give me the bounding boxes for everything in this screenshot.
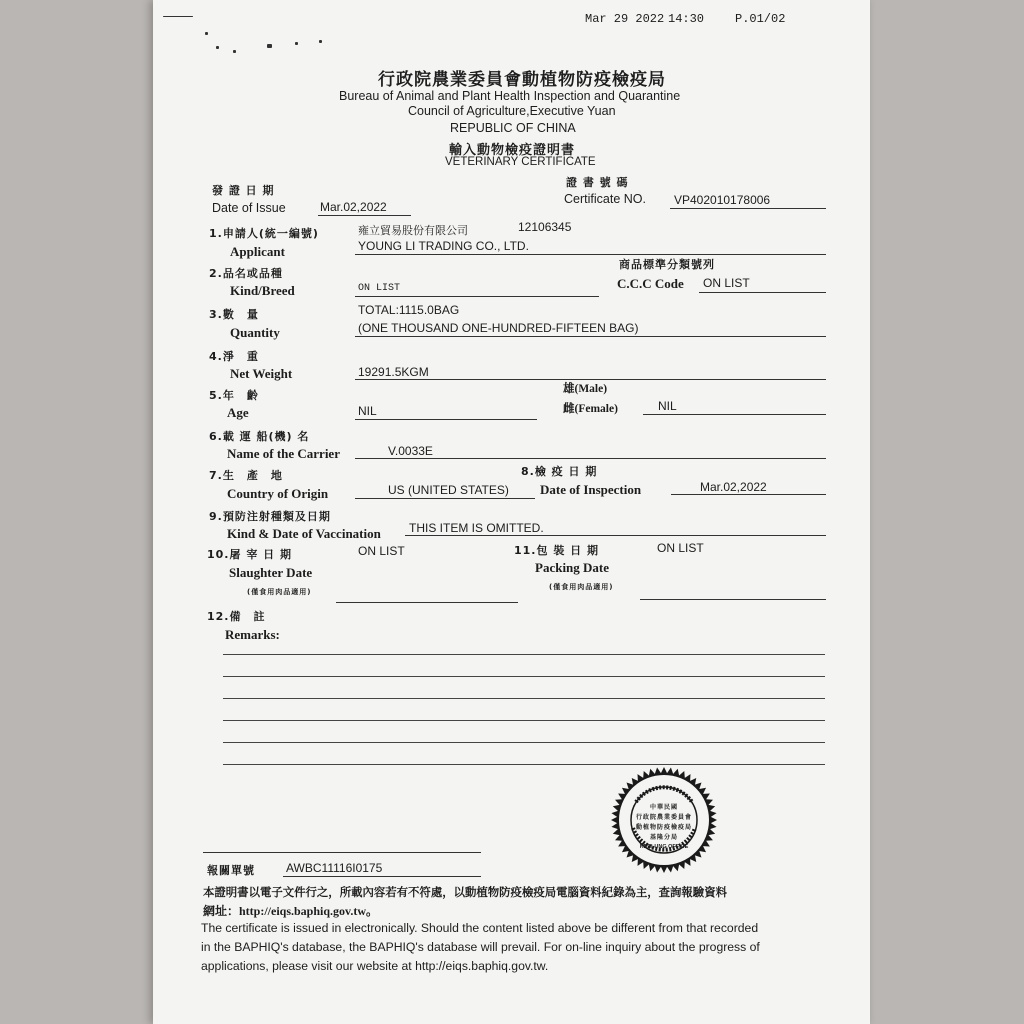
footer-en-line2: in the BAPHIQ's database, the BAPHIQ's database will prevail. For on-line inquiry about the progress of (201, 940, 760, 954)
slaughter-label: Slaughter Date (229, 565, 313, 580)
fax-speck (205, 32, 208, 35)
footer-en-line1: The certificate is issued in electronically. Should the content listed above be different from that recorded (201, 921, 759, 935)
inspection-label: Date of Inspection (540, 482, 642, 497)
vaccination-value: THIS ITEM IS OMITTED. (409, 521, 544, 535)
sex-value: NIL (658, 399, 677, 413)
inspection-value: Mar.02,2022 (700, 480, 767, 494)
applicant-underline (355, 254, 826, 255)
footer-en-line3: applications, please visit our website at http://eiqs.baphiq.gov.tw. (201, 959, 549, 973)
inspection-label-zh: 8.檢 疫 日 期 (521, 465, 598, 478)
remarks-label: Remarks: (225, 627, 280, 642)
age-label: Age (227, 405, 249, 420)
cert-no-underline (670, 208, 826, 209)
issue-date-underline (318, 215, 411, 216)
remarks-line (223, 720, 825, 721)
quantity-value: TOTAL:1115.0BAG (358, 303, 460, 317)
age-label-zh: 5.年 齡 (209, 389, 259, 402)
carrier-label-zh: 6.載 運 船(機) 名 (209, 430, 310, 443)
age-value: NIL (358, 404, 377, 418)
applicant-label: Applicant (230, 244, 285, 259)
applicant-id: 12106345 (518, 220, 572, 234)
female-label: 雌(Female) (563, 403, 618, 415)
issue-date-label-zh: 發 證 日 期 (212, 184, 275, 197)
applicant-name-en: YOUNG LI TRADING CO., LTD. (358, 239, 529, 253)
origin-label-zh: 7.生 產 地 (209, 469, 283, 482)
seal-line: 基隆分局 (649, 834, 678, 841)
packing-value: ON LIST (657, 541, 704, 555)
origin-value: US (UNITED STATES) (388, 483, 509, 497)
seal-line: 中華民國 (649, 804, 678, 811)
quantity-underline (355, 336, 826, 337)
fax-speck (267, 44, 272, 48)
issue-date-value: Mar.02,2022 (320, 200, 387, 214)
cert-no-label: Certificate NO. (564, 192, 646, 206)
seal-bottom-text: KEELUNG OFFICE (639, 844, 689, 850)
country-name: REPUBLIC OF CHINA (450, 121, 576, 135)
origin-underline (355, 498, 535, 499)
remarks-line (223, 654, 825, 655)
issue-date-label: Date of Issue (212, 201, 286, 215)
agency-name-zh: 行政院農業委員會動植物防疫檢疫局 (378, 70, 666, 90)
fax-speck (216, 46, 219, 49)
net-weight-value: 19291.5KGM (358, 365, 429, 379)
packing-label-zh: 11.包 裝 日 期 (514, 544, 599, 557)
official-seal (610, 766, 718, 874)
net-weight-label-zh: 4.淨 重 (209, 350, 259, 363)
customs-top-line (203, 852, 481, 853)
seal-line: 行政院農業委員會 (635, 814, 692, 821)
kind-label: Kind/Breed (230, 283, 295, 298)
certificate-title-zh: 輸入動物檢疫證明書 (449, 143, 576, 158)
remarks-line (223, 742, 825, 743)
remarks-line (223, 764, 825, 765)
carrier-value: V.0033E (388, 444, 433, 458)
agency-name-en: Bureau of Animal and Plant Health Inspection and Quarantine (339, 89, 681, 103)
slaughter-value: ON LIST (358, 544, 405, 558)
origin-label: Country of Origin (227, 486, 329, 501)
customs-value: AWBC11116I0175 (286, 861, 383, 875)
net-weight-label: Net Weight (230, 366, 293, 381)
carrier-underline (355, 458, 826, 459)
customs-underline (283, 876, 481, 877)
applicant-name-zh: 雍立貿易股份有限公司 (358, 225, 468, 237)
quantity-words: (ONE THOUSAND ONE-HUNDRED-FIFTEEN BAG) (358, 321, 639, 335)
fax-speck (233, 50, 236, 53)
fax-speck (163, 16, 193, 17)
vaccination-label-zh: 9.預防注射種類及日期 (209, 510, 331, 523)
vaccination-underline (405, 535, 826, 536)
slaughter-underline (336, 602, 518, 603)
remarks-line (223, 698, 825, 699)
kind-underline (355, 296, 599, 297)
remarks-label-zh: 12.備 註 (207, 610, 266, 623)
packing-label: Packing Date (535, 560, 610, 575)
quantity-label-zh: 3.數 量 (209, 308, 259, 321)
sex-underline (643, 414, 826, 415)
certificate-document (153, 0, 870, 1024)
customs-label: 報關單號 (207, 864, 255, 877)
cert-no-value: VP402010178006 (674, 193, 771, 207)
seal-line: 動植物防疫檢疫局 (635, 824, 692, 831)
fax-page: P.01/02 (735, 12, 786, 26)
slaughter-note: (僅食用肉品適用) (247, 588, 312, 596)
slaughter-label-zh: 10.屠 宰 日 期 (207, 548, 292, 561)
fax-speck (295, 42, 298, 45)
kind-label-zh: 2.品名或品種 (209, 267, 283, 280)
remarks-line (223, 676, 825, 677)
inspection-underline (671, 494, 826, 495)
kind-value: ON LIST (358, 283, 401, 294)
ccc-value: ON LIST (703, 276, 750, 290)
male-label: 雄(Male) (563, 383, 608, 395)
quantity-label: Quantity (230, 325, 280, 340)
cert-no-label-zh: 證 書 號 碼 (566, 176, 629, 189)
applicant-label-zh: 1.申請人(統一編號) (209, 227, 319, 240)
packing-underline (640, 599, 826, 600)
vaccination-label: Kind & Date of Vaccination (227, 526, 381, 541)
fax-date: Mar 29 2022 (585, 12, 665, 26)
packing-note: (僅食用肉品適用) (549, 583, 614, 591)
footer-zh-line1: 本證明書以電子文件行之，所載內容若有不符處，以動植物防疫檢疫局電腦資料紀錄為主，查詢報驗資料 (203, 885, 727, 899)
ccc-label: C.C.C Code (617, 276, 684, 291)
certificate-title-en: VETERINARY CERTIFICATE (445, 156, 596, 168)
age-underline (355, 419, 537, 420)
carrier-label: Name of the Carrier (227, 446, 340, 461)
ccc-underline (699, 292, 826, 293)
fax-time: 14:30 (668, 12, 705, 26)
footer-zh-line2: 網址：http://eiqs.baphiq.gov.tw。 (203, 904, 379, 918)
fax-speck (319, 40, 322, 43)
ccc-label-zh: 商品標準分類號列 (619, 258, 715, 271)
council-name: Council of Agriculture,Executive Yuan (408, 104, 616, 118)
